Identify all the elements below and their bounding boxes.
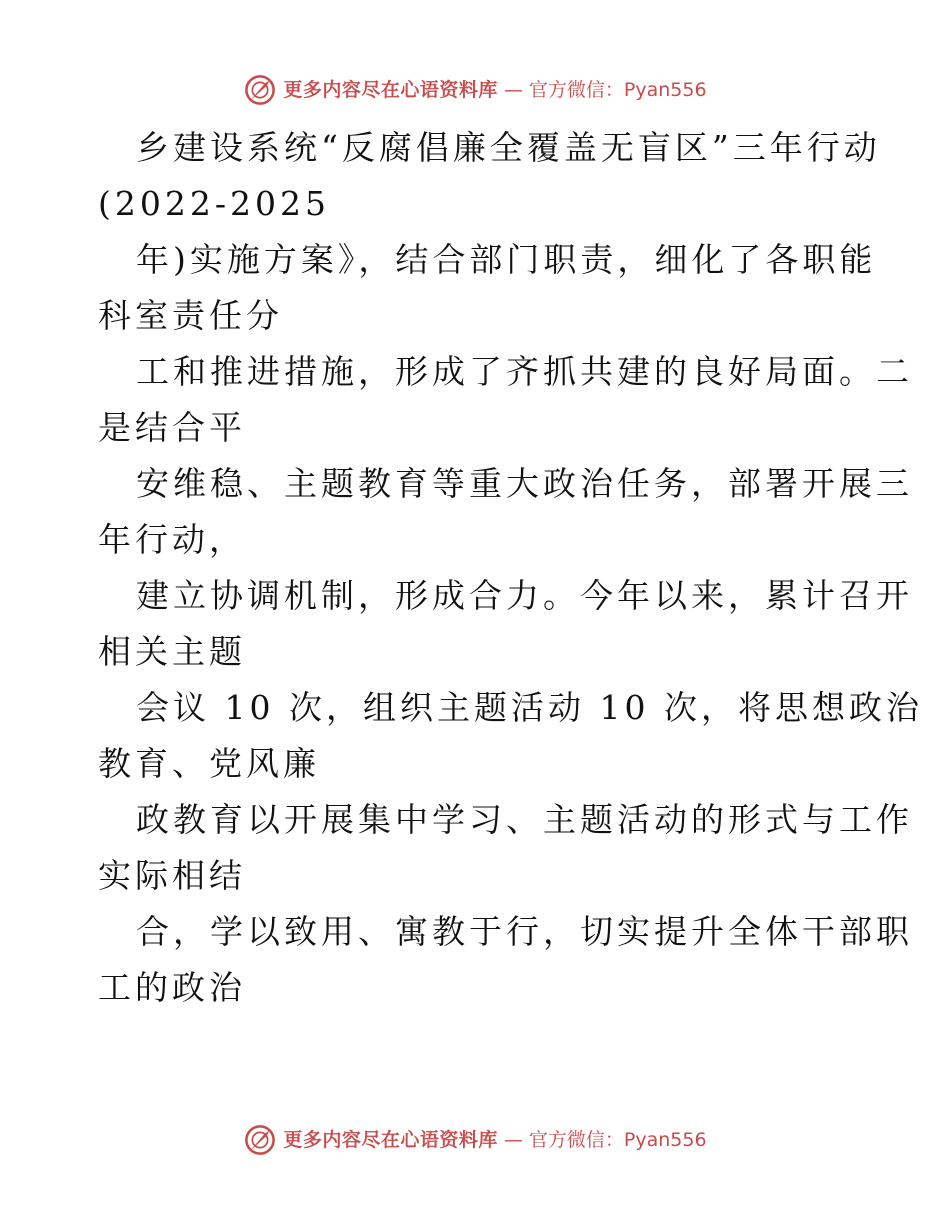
footer-watermark [0,1122,950,1158]
text-line: 建立协调机制，形成合力。今年以来，累计召开 [136,576,913,615]
text-line: 政教育以开展集中学习、主题活动的形式与工作 [136,800,913,839]
footer-separator: — [503,1128,523,1151]
text-line: 安维稳、主题教育等重大政治任务，部署开展三 [136,464,913,503]
text-line: 是结合平 [98,408,246,447]
text-line: 年行动， [98,520,246,559]
text-line: 会议 10 次，组织主题活动 10 次，将思想政治 [136,688,923,727]
text-line: 相关主题 [98,632,246,671]
pen-logo-icon [243,73,277,107]
text-line: 年)实施方案》，结合部门职责，细化了各职能 [136,240,877,279]
text-line: 合，学以致用、寓教于行，切实提升全体干部职 [136,912,913,951]
header-separator: — [503,78,523,101]
text-line: 工和推进措施，形成了齐抓共建的良好局面。二 [136,352,913,391]
text-line: 实际相结 [98,856,246,895]
text-line: 科室责任分 [98,296,283,335]
pen-logo-icon [243,1123,277,1157]
header-wechat-text: 官方微信：Pyan556 [528,78,707,101]
text-line: 教育、党风廉 [98,744,320,783]
header-brand-text: 更多内容尽在心语资料库 [283,78,498,101]
text-line: (2022-2025 [98,184,330,223]
text-line: 工的政治 [98,968,246,1007]
header-watermark [0,72,950,108]
text-line: 乡建设系统“反腐倡廉全覆盖无盲区”三年行动 [136,128,881,167]
footer-brand-text: 更多内容尽在心语资料库 [283,1128,498,1151]
footer-wechat-text: 官方微信：Pyan556 [528,1128,707,1151]
document-body [98,120,923,1016]
